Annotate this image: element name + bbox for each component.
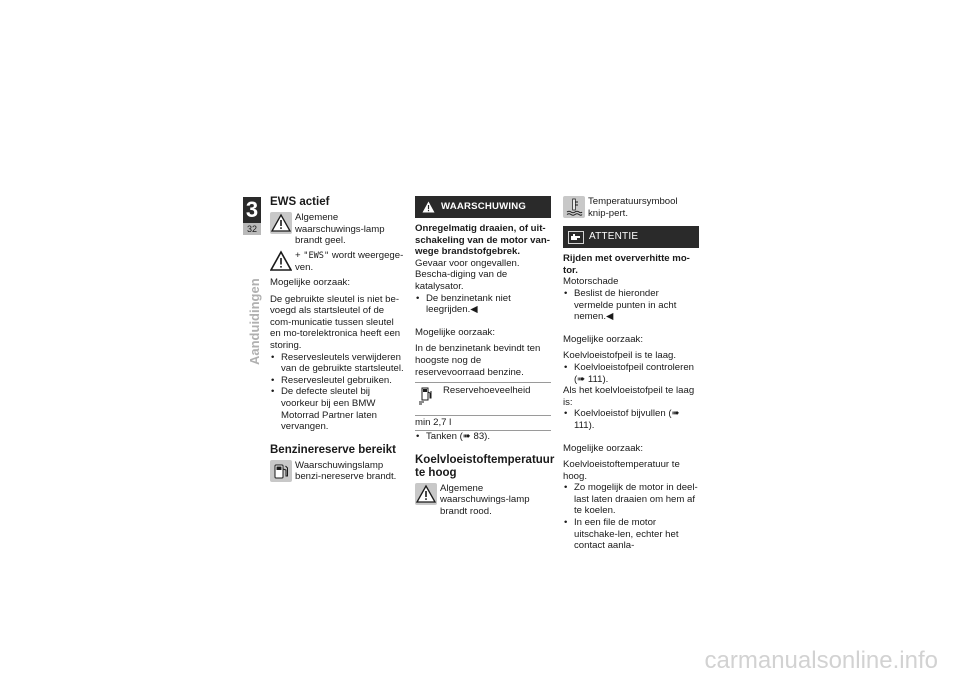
- list-item: • Koelvloeistof bijvullen (➠ 111).: [563, 408, 699, 431]
- list-item: • Tanken (➠ 83).: [415, 431, 551, 443]
- list-item: [415, 293, 551, 316]
- warning-triangle-outline-icon: [270, 250, 292, 272]
- attention-bullet-text: Beslist de hieronder vermelde punten in acht nemen.: [574, 287, 677, 323]
- ews-display-row: [270, 250, 406, 274]
- attention-hand-icon: [568, 231, 584, 244]
- chapter-number: 3: [243, 197, 261, 223]
- fuel-lamp-text: Waarschuwingslamp benzi-nereserve brandt.: [295, 459, 397, 483]
- page-number: 32: [243, 223, 261, 235]
- ews-title: EWS actief: [270, 196, 330, 208]
- attention-sub: Motorschade: [563, 276, 619, 288]
- fuel-reserve-table: [415, 382, 551, 431]
- attention-box: [563, 226, 699, 248]
- attention-heading: Rijden met oververhitte mo-tor.: [563, 253, 690, 276]
- temp-symbol-row: [563, 196, 699, 219]
- list-item: • Zo mogelijk de motor in deel-last laten draaien om hem af te koelen.: [563, 482, 699, 517]
- list-item: • Reservesleutel gebruiken.: [270, 375, 406, 387]
- ews-display-rest: wordt weergege-ven.: [295, 249, 404, 274]
- coolant-cause1-text: Koelvloeistofpeil is te laag.: [563, 350, 677, 362]
- attention-label: ATTENTIE: [589, 231, 639, 243]
- table-value: min 2,7 l: [415, 415, 551, 430]
- ews-bullet-list: [270, 352, 406, 433]
- list-item: • Koelvloeistofpeil controleren (➠ 111).: [563, 362, 699, 385]
- column-1: [270, 196, 406, 486]
- ews-lamp-text: Algemene waarschuwings-lamp brandt geel.: [295, 212, 385, 247]
- table-row: [415, 383, 551, 415]
- ews-display-code: "EWS": [303, 250, 330, 261]
- tank-bullet-list: [415, 431, 551, 443]
- section-label: [247, 270, 263, 365]
- warning-triangle-icon: [415, 483, 437, 505]
- coolant-cause2-text: Koelvloeistoftemperatuur te hoog.: [563, 459, 680, 482]
- coolant-temperature-icon: [563, 196, 585, 218]
- list-item: • De defecte sleutel bij voorkeur bij een BMW Motorrad Partner laten vervangen.: [270, 386, 406, 432]
- warning-bullet-list: [415, 293, 551, 316]
- coolant-cause1-label: Mogelijke oorzaak:: [563, 333, 643, 345]
- coolant-cause2-label: Mogelijke oorzaak:: [563, 442, 643, 454]
- fuel-cause-text: In de benzinetank bevindt ten hoogste nog de reservevoorraad benzine.: [415, 343, 541, 378]
- coolant-low-bullets: [563, 408, 699, 431]
- ews-display-text: [295, 250, 406, 274]
- fuel-reserve-icon: [415, 385, 437, 407]
- coolant-cause1-bullets: [563, 362, 699, 385]
- warning-box: [415, 196, 551, 218]
- coolant-lamp-text: Algemene waarschuwings-lamp brandt rood.: [440, 482, 530, 517]
- ews-cause-text: De gebruikte sleutel is niet be-voegd als startsleutel of de com-municatie tussen sleutel en mo-torelektronica heeft een storing.: [270, 293, 401, 351]
- attention-bullet-list: [563, 288, 699, 323]
- chapter-tab: [243, 197, 261, 235]
- temp-symbol-text: Temperatuursymbool knip-pert.: [588, 196, 678, 219]
- end-mark: ◀: [470, 304, 478, 316]
- fuel-pump-icon: [270, 460, 292, 482]
- list-item: [563, 288, 699, 323]
- fuel-cause-label: Mogelijke oorzaak:: [415, 326, 495, 338]
- section-label-text: Aanduidingen: [247, 278, 262, 365]
- fuel-reserve-title: Benzinereserve bereikt: [270, 443, 396, 456]
- warning-heading: Onregelmatig draaien, of uit-schakeling van de motor van-wege brandstofgebrek.: [415, 223, 550, 258]
- warning-bullet-text: De benzinetank niet leegrijden.: [426, 292, 511, 316]
- column-3: [563, 196, 699, 552]
- ews-cause-label: Mogelijke oorzaak:: [270, 276, 350, 288]
- coolant-cause2-bullets: [563, 482, 699, 552]
- warning-label: WAARSCHUWING: [441, 201, 527, 213]
- warning-text: Gevaar voor ongevallen. Bescha-diging van de katalysator.: [415, 257, 520, 292]
- warning-triangle-icon: [270, 212, 292, 234]
- coolant-low-text: Als het koelvloeistofpeil te laag is:: [563, 385, 695, 408]
- column-2: [415, 196, 555, 521]
- list-item: • In een file de motor uitschake-len, echter het contact aanla-: [563, 517, 699, 552]
- fuel-lamp-row: [270, 460, 406, 483]
- ews-lamp-row: [270, 212, 406, 247]
- coolant-lamp-row: [415, 483, 551, 518]
- warning-triangle-icon: [422, 201, 435, 213]
- ews-display-plus: +: [295, 249, 301, 261]
- list-item: • Reservesleutels verwijderen van de gebruikte startsleutel.: [270, 352, 406, 375]
- watermark: carmanualsonline.info: [704, 647, 938, 674]
- end-mark: ◀: [606, 311, 614, 323]
- coolant-title: Koelvloeistoftemperatuur te hoog: [415, 453, 555, 479]
- table-label: Reservehoeveelheid: [443, 385, 531, 397]
